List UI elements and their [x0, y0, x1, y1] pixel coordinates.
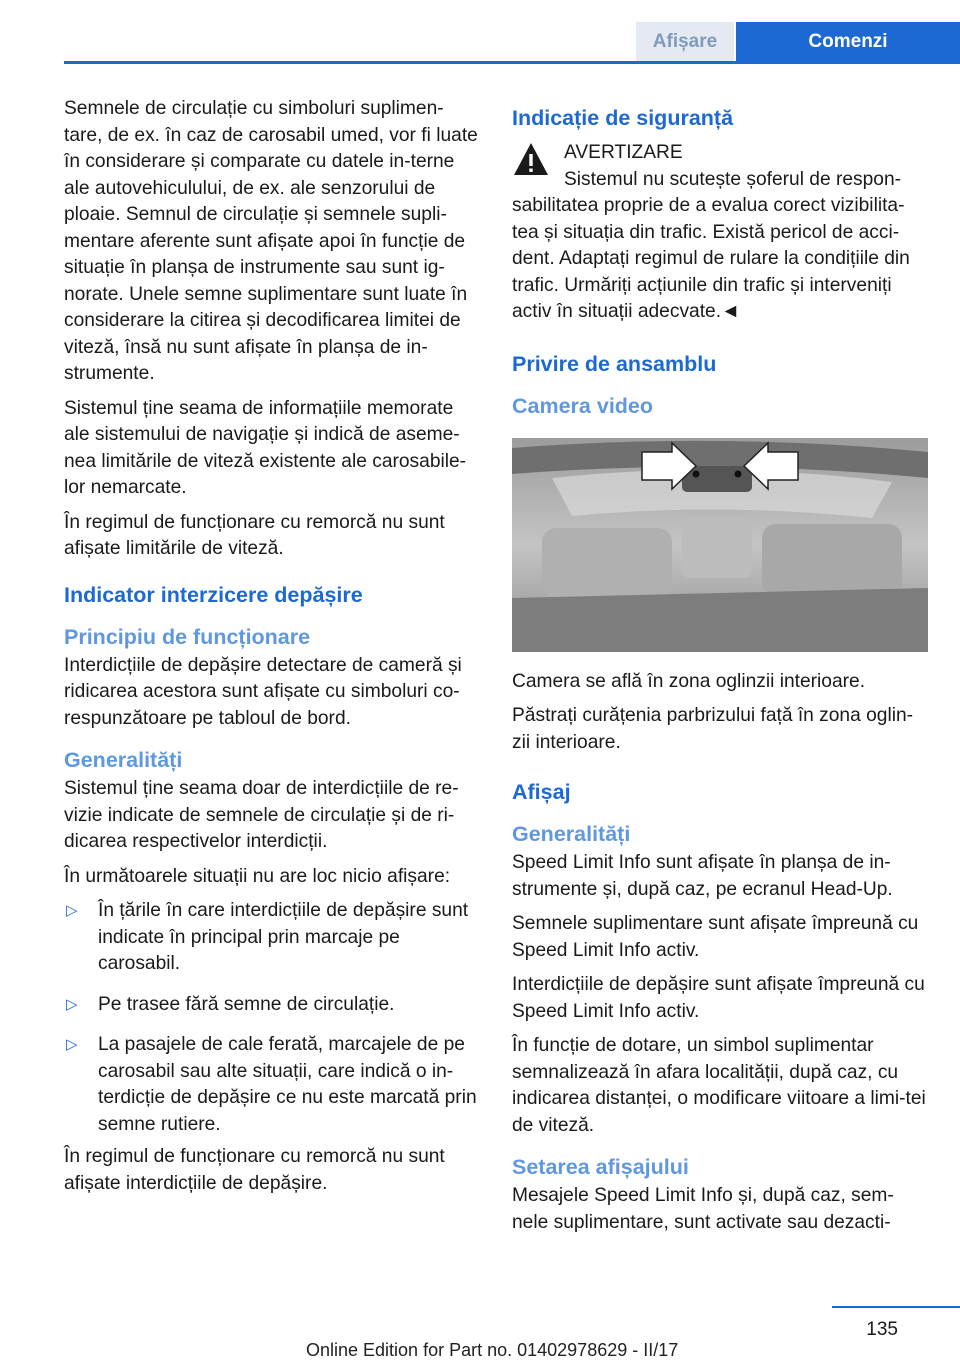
paragraph: În funcție de dotare, un simbol suplimentar semnalizează în afara localității, după caz, cu indicarea distanței, o modificare viitoare a limi‐tei de viteză. [512, 1035, 926, 1136]
subsection-heading: Camera video [512, 393, 654, 418]
paragraph: Sistemul ține seama de informațiile memorate ale sistemului de navigație și indică de aseme‐nea limitările de viteză existente ale carosabile‐lor nemarcate. [64, 397, 467, 498]
edition-footer: Online Edition for Part no. 01402978629 - II/17 [306, 1340, 679, 1360]
paragraph: Camera se află în zona oglinzii interioare. [512, 670, 866, 692]
list-item-text: În țările în care interdicțiile de depășire sunt indicate în principal prin marcaje pe carosabil. [98, 900, 469, 974]
paragraph: Semnele suplimentare sunt afișate împreună cu Speed Limit Info activ. [512, 913, 919, 961]
page-number: 135 [866, 1319, 898, 1340]
warning-block [512, 140, 928, 326]
warning-text [512, 167, 928, 326]
section-heading: Indicație de siguranță [512, 106, 734, 130]
paragraph: În regimul de funcționare cu remorcă nu sunt afișate interdicțiile de depășire. [64, 1146, 445, 1194]
list-item [64, 1032, 480, 1138]
header-rule [64, 61, 960, 64]
paragraph: Speed Limit Info sunt afișate în planșa de in‐strumente și, după caz, pe ecranul Head-Up. [512, 852, 893, 900]
triangle-bullet-icon: ▷ [66, 995, 78, 1013]
section-heading: Privire de ansamblu [512, 351, 717, 376]
right-column [512, 96, 928, 1244]
footer-rule [832, 1306, 960, 1308]
paragraph: În următoarele situații nu are loc nicio afișare: [64, 865, 451, 887]
warning-title: AVERTIZARE [564, 142, 683, 163]
paragraph: Sistemul ține seama doar de interdicțiile de re‐vizie indicate de semnele de circulație și de ri‐dicarea respectivelor interdicții. [64, 778, 459, 852]
paragraph: Interdicțiile de depășire detectare de cameră și ridicarea acestora sunt afișate cu simboluri co‐respunzătoare pe tabloul de bord. [64, 654, 462, 729]
subsection-heading: Generalități [512, 822, 631, 846]
subsection-heading: Principiu de funcționare [64, 624, 311, 649]
list-item [64, 992, 480, 1019]
triangle-bullet-icon: ▷ [66, 1036, 78, 1053]
section-heading: Afișaj [512, 780, 571, 804]
warning-triangle-icon [512, 140, 550, 178]
paragraph: Păstrați curățenia parbrizului față în zona oglin‐zii interioare. [512, 705, 914, 753]
paragraph: Mesajele Speed Limit Info și, după caz, sem‐nele suplimentare, sunt activate sau dezacti‐ [512, 1185, 894, 1233]
paragraph: Interdicțiile de depășire sunt afișate împreună cu Speed Limit Info activ. [512, 974, 925, 1022]
left-column [64, 96, 480, 1205]
list-item-text: Pe trasee fără semne de circulație. [98, 993, 395, 1015]
paragraph: Semnele de circulație cu simboluri suplimen‐tare, de ex. în caz de carosabil umed, vor fi luate în considerare și comparate cu datele in‐terne ale autovehiculului, de ex. ale senzorului de ploaie. Semnul de circulație și semnele supli‐mentare aferente sunt afișate apoi în funcție de situație în planșa de instrumente sau sunt ig‐norate. Unele semne suplimentare sunt luate în considerare la citirea și decodificarea limitei de viteză, însă nu sunt afișate în planșa de in‐strumente. [64, 98, 478, 384]
header-tab-section: Afișare [636, 22, 734, 62]
warning-text-rest: sabilitatea proprie de a evalua corect vizibilita‐tea și situația din trafic. Există pericol de acci‐dent. Adaptați regimul de rulare la condițiile din trafic. Urmăriți acțiunile din trafic și interveniți activ în situații adecvate.◄ [512, 195, 910, 322]
list-item [64, 898, 480, 978]
camera-location-photo [512, 438, 928, 652]
section-heading: Indicator interzicere depășire [64, 582, 363, 607]
paragraph: În regimul de funcționare cu remorcă nu sunt afișate limitările de viteză. [64, 511, 445, 559]
list-item-text: La pasajele de cale ferată, marcajele de pe carosabil sau alte situații, care indică o in‐terdicție de depășire ce nu este marcată prin semne rutiere. [98, 1034, 477, 1135]
warning-text-first-line: Sistemul nu scutește șoferul de respon‐ [564, 168, 902, 190]
bullet-list [64, 898, 480, 1138]
subsection-heading: Setarea afișajului [512, 1155, 689, 1179]
subsection-heading: Generalități [64, 748, 183, 772]
header-tab-chapter: Comenzi [736, 22, 960, 62]
triangle-bullet-icon: ▷ [66, 902, 78, 919]
